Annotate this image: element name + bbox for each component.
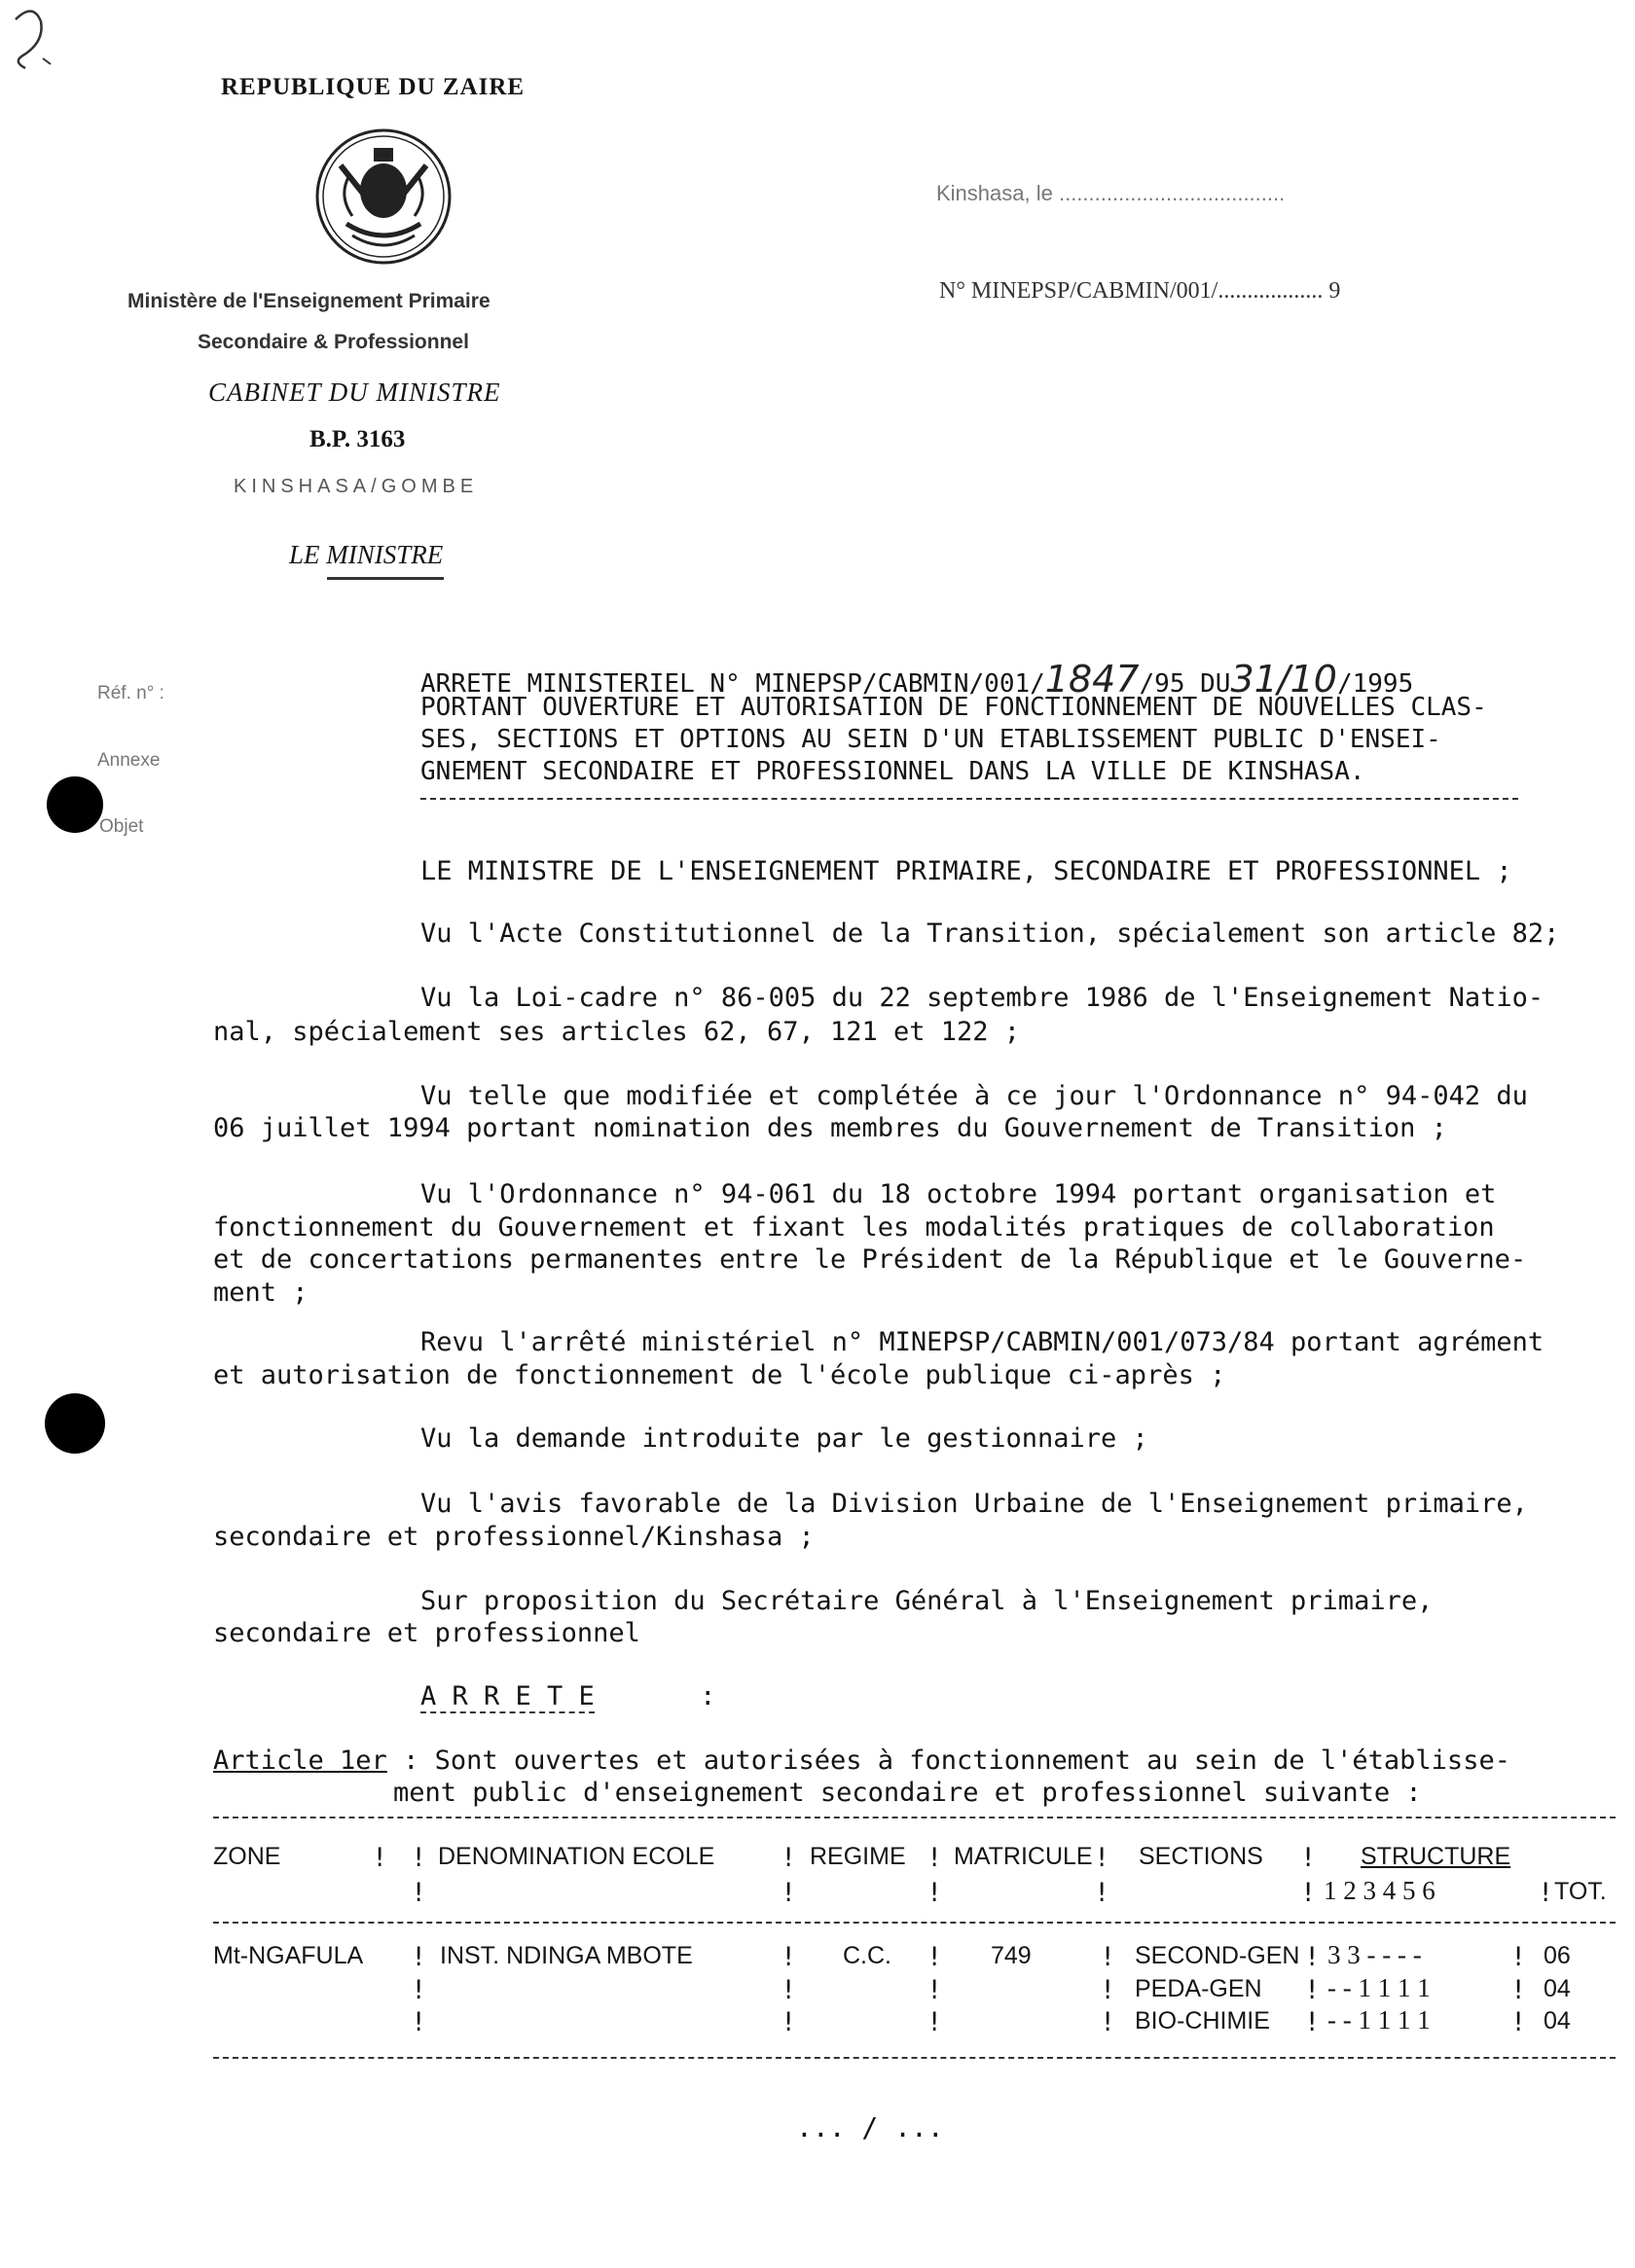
article-label: Article 1er [213, 1746, 387, 1776]
table-header-regime: REGIME [810, 1843, 906, 1870]
vu-loi-cadre-line1: Vu la Loi-cadre n° 86-005 du 22 septembre 1986 de l'Enseignement Natio- [420, 983, 1544, 1013]
vu-ordonnance-061-line1: Vu l'Ordonnance n° 94-061 du 18 octobre 1994 portant organisation et [420, 1179, 1497, 1209]
punch-hole-top [47, 776, 103, 833]
revu-arrete-line2: et autorisation de fonctionnement de l'école publique ci-après ; [213, 1360, 1226, 1390]
table-cell-section-name: SECOND-GEN [1135, 1942, 1300, 1969]
table-cell-section-structure: - - 1 1 1 1 [1327, 1973, 1431, 2002]
coat-of-arms-emblem [313, 126, 454, 267]
signatory-underline [327, 577, 444, 580]
minister-statement: LE MINISTRE DE L'ENSEIGNEMENT PRIMAIRE, SECONDAIRE ET PROFESSIONNEL ; [420, 856, 1512, 886]
decree-title-line2: PORTANT OUVERTURE ET AUTORISATION DE FONCTIONNEMENT DE NOUVELLES CLAS- [420, 693, 1487, 722]
table-header-separator: ! [1300, 1878, 1317, 1908]
signatory-label: LE MINISTRE [289, 540, 444, 569]
decree-title-prefix: ARRETE MINISTERIEL N° MINEPSP/CABMIN/001/ [420, 669, 1045, 699]
decree-title-line4: GNEMENT SECONDAIRE ET PROFESSIONNEL DANS LA VILLE DE KINSHASA. [420, 757, 1365, 786]
table-cell-section-total: 04 [1544, 1975, 1571, 2002]
table-row-separator: ! [781, 2007, 797, 2037]
country-name: REPUBLIQUE DU ZAIRE [221, 74, 526, 100]
table-row-separator: ! [926, 1942, 943, 1972]
vu-constitution: Vu l'Acte Constitutionnel de la Transition, spécialement son article 82; [420, 918, 1560, 949]
table-header-separator: ! [1094, 1878, 1110, 1908]
decree-handwritten-slash: / [1277, 658, 1290, 701]
margin-ref-label: Réf. n° : [97, 683, 164, 703]
table-row-separator: ! [926, 2007, 943, 2037]
continuation-marker: ... / ... [796, 2111, 944, 2143]
table-cell-denomination: INST. NDINGA MBOTE [440, 1942, 693, 1969]
decree-handwritten-number: 1847 [1044, 658, 1140, 701]
table-row-separator: ! [411, 2007, 427, 2037]
vu-ordonnance-061-line3: et de concertations permanentes entre le Président de la République et le Gouverne- [213, 1244, 1527, 1275]
margin-objet-label: Objet [99, 816, 144, 837]
table-header-separator: ! [781, 1843, 797, 1873]
arrete-heading [420, 1681, 715, 1711]
arrete-heading-colon: : [700, 1681, 716, 1711]
vu-avis-line2: secondaire et professionnel/Kinshasa ; [213, 1522, 815, 1552]
table-row-separator: ! [1100, 1942, 1116, 1972]
table-header-separator: ! [411, 1843, 427, 1873]
table-row-separator: ! [1304, 1975, 1321, 2005]
title-underline [420, 798, 1518, 800]
table-header-separator: ! [411, 1878, 427, 1908]
table-cell-section-total: 04 [1544, 2007, 1571, 2034]
table-row-separator: ! [1304, 1942, 1321, 1972]
table-cell-matricule: 749 [991, 1942, 1032, 1969]
table-cell-section-name: PEDA-GEN [1135, 1975, 1262, 2002]
table-header-denomination: DENOMINATION ECOLE [438, 1843, 715, 1870]
ministry-name-line2: Secondaire & Professionnel [198, 331, 469, 353]
table-header-total: TOT. [1554, 1878, 1607, 1905]
table-header-separator: ! [372, 1843, 388, 1873]
place-date-line: Kinshasa, le ...................................... [936, 181, 1286, 205]
revu-arrete-line1: Revu l'arrêté ministériel n° MINEPSP/CABMIN/001/073/84 portant agrément [420, 1327, 1544, 1357]
decree-handwritten-month: 10 [1290, 658, 1337, 701]
table-row-separator: ! [1510, 1975, 1527, 2005]
table-row-separator: ! [411, 1942, 427, 1972]
sur-proposition-line2: secondaire et professionnel [213, 1618, 640, 1648]
table-header-structure: STRUCTURE [1361, 1843, 1511, 1870]
punch-hole-middle [45, 1393, 105, 1454]
vu-ordonnance-061-line2: fonctionnement du Gouvernement et fixant les modalités pratiques de collaboration [213, 1212, 1495, 1242]
table-cell-section-name: BIO-CHIMIE [1135, 2007, 1270, 2034]
table-header-separator: ! [926, 1843, 943, 1873]
table-header-separator: ! [1300, 1843, 1317, 1873]
cabinet-label: CABINET DU MINISTRE [208, 378, 501, 407]
table-cell-section-total: 06 [1544, 1942, 1571, 1969]
table-cell-section-structure: - - 1 1 1 1 [1327, 2005, 1431, 2034]
table-header-separator: ! [1538, 1878, 1554, 1908]
table-row-separator: ! [411, 1975, 427, 2005]
table-row-separator: ! [926, 1975, 943, 2005]
reference-number: N° MINEPSP/CABMIN/001/.................. 9 [939, 278, 1341, 304]
table-top-rule [213, 1817, 1616, 1818]
vu-ordonnance-042-line2: 06 juillet 1994 portant nomination des membres du Gouvernement de Transition ; [213, 1113, 1447, 1143]
table-header-separator: ! [1094, 1843, 1110, 1873]
city-label: KINSHASA/GOMBE [234, 476, 479, 497]
table-header-matricule: MATRICULE [954, 1843, 1093, 1870]
table-cell-section-structure: 3 3 - - - - [1327, 1940, 1422, 1969]
vu-loi-cadre-line2: nal, spécialement ses articles 62, 67, 121 et 122 ; [213, 1017, 1021, 1047]
table-row-separator: ! [1100, 2007, 1116, 2037]
decree-title-year: /1995 [1336, 669, 1414, 699]
table-row-separator: ! [781, 1942, 797, 1972]
table-header-structure-columns: 1 2 3 4 5 6 [1324, 1876, 1435, 1905]
decree-title-middle: /95 DU [1139, 669, 1231, 699]
decree-title-line3: SES, SECTIONS ET OPTIONS AU SEIN D'UN ETABLISSEMENT PUBLIC D'ENSEI- [420, 725, 1441, 754]
vu-ordonnance-042-line1: Vu telle que modifiée et complétée à ce jour l'Ordonnance n° 94-042 du [420, 1081, 1528, 1111]
table-bottom-rule [213, 2057, 1616, 2059]
table-header-rule [213, 1922, 1616, 1924]
vu-ordonnance-061-line4: ment ; [213, 1278, 309, 1308]
table-header-separator: ! [926, 1878, 943, 1908]
table-row-separator: ! [1304, 2007, 1321, 2037]
table-row-separator: ! [1510, 2007, 1527, 2037]
table-row-separator: ! [1100, 1975, 1116, 2005]
vu-avis-line1: Vu l'avis favorable de la Division Urbaine de l'Enseignement primaire, [420, 1489, 1528, 1519]
article-first-line1 [213, 1746, 1510, 1776]
table-cell-zone: Mt-NGAFULA [213, 1942, 364, 1969]
table-header-sections: SECTIONS [1139, 1843, 1263, 1870]
ministry-name-line1: Ministère de l'Enseignement Primaire [127, 290, 490, 312]
table-header-zone: ZONE [213, 1843, 281, 1870]
article-first-line2: ment public d'enseignement secondaire et professionnel suivante : [393, 1778, 1422, 1808]
corner-handwritten-mark [4, 0, 62, 88]
arrete-heading-text: A R R E T E [420, 1681, 595, 1711]
sur-proposition-line1: Sur proposition du Secrétaire Général à l'Enseignement primaire, [420, 1586, 1434, 1616]
table-row-separator: ! [1510, 1942, 1527, 1972]
article-text-line1: : Sont ouvertes et autorisées à fonctionnement au sein de l'établisse- [403, 1746, 1510, 1776]
postal-box: B.P. 3163 [309, 426, 406, 452]
margin-annexe-label: Annexe [97, 750, 161, 771]
vu-demande: Vu la demande introduite par le gestionnaire ; [420, 1423, 1148, 1454]
decree-handwritten-day: 31 [1230, 658, 1278, 701]
table-row-separator: ! [781, 1975, 797, 2005]
table-header-separator: ! [781, 1878, 797, 1908]
table-cell-regime: C.C. [843, 1942, 891, 1969]
